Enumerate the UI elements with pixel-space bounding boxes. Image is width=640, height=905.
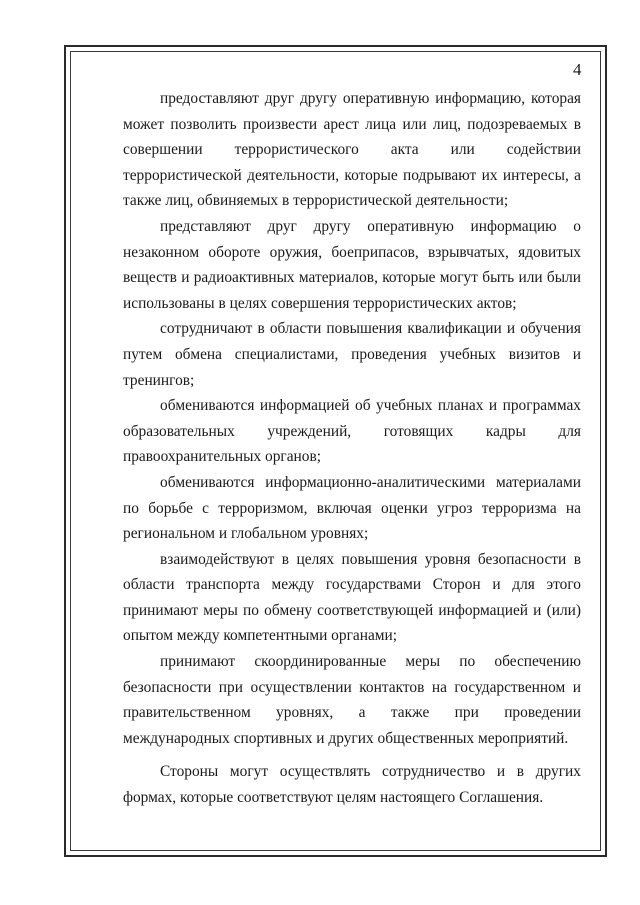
page-number: 4 [573, 60, 582, 79]
document-body [123, 86, 581, 811]
paragraph: представляют друг другу оперативную информацию о незаконном обороте оружия, боеприпасов, взрывчатых, ядовитых веществ и радиоактивных материалов, которые могут быть или были использованы в целях совершения террористических актов; [123, 217, 581, 312]
paragraph: сотрудничают в области повышения квалификации и обучения путем обмена специалистами, проведения учебных визитов и тренингов; [123, 320, 581, 389]
paragraph: обмениваются информацией об учебных планах и программах образовательных учреждений, готовящих кадры для правоохранительных органов; [123, 397, 581, 466]
paragraph: обмениваются информационно-аналитическими материалами по борьбе с терроризмом, включая оценки угроз терроризма на региональном и глобальном уровнях; [123, 473, 581, 543]
paragraph: предоставляют друг другу оперативную информацию, которая может позволить произвести арест лица или лиц, подозреваемых в совершении террористического акта или содействии террористической деятельности, которые подрывают их интересы, а также лиц, обвиняемых в террористической деятельности; [123, 90, 581, 210]
paragraph: взаимодействуют в целях повышения уровня безопасности в области транспорта между государствами Сторон и для этого принимают меры по обмену соответствующей информацией и (или) опытом между компетентными органами; [123, 550, 581, 645]
paragraph: принимают скоординированные меры по обеспечению безопасности при осуществлении контактов на государственном и правительственном уровнях, а также при проведении международных спортивных и других общественных мероприятий. [123, 653, 581, 747]
closing-paragraph: Стороны могут осуществлять сотрудничество и в других формах, которые соответствуют целям настоящего Соглашения. [123, 763, 581, 807]
